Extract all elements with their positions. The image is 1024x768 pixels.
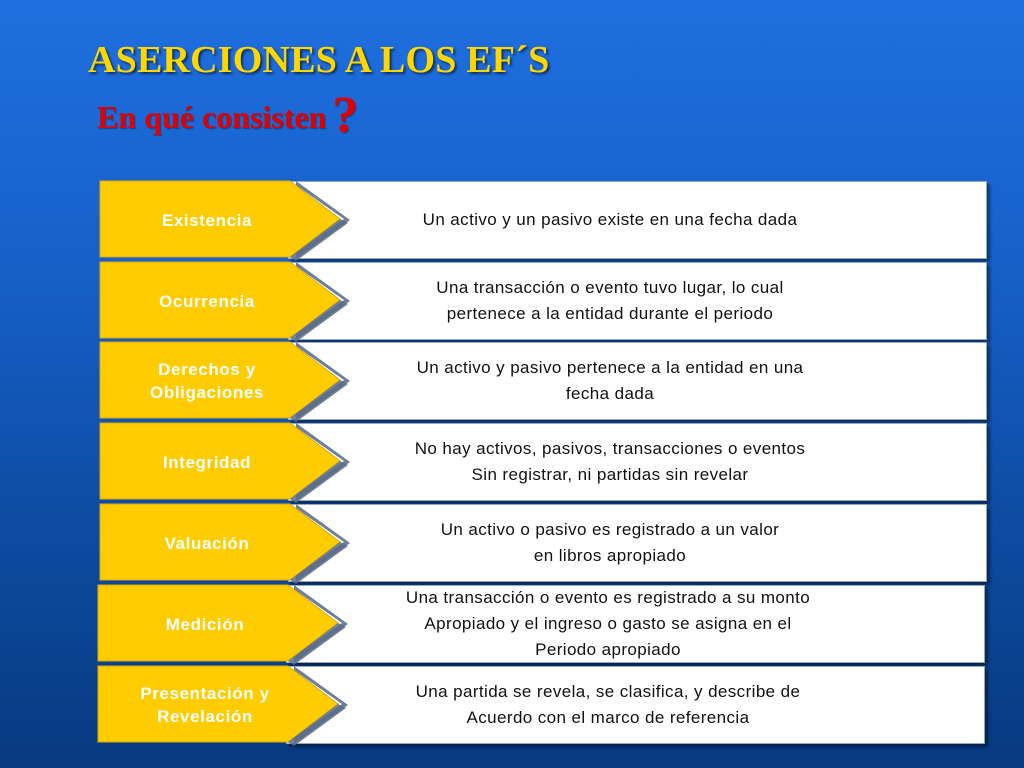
assertion-row-existencia	[100, 181, 987, 259]
assertion-description: Una partida se revela, se clasifica, y describe de Acuerdo con el marco de referencia	[415, 682, 801, 727]
assertion-row-derechos-y-obligaciones	[100, 342, 987, 420]
assertion-row-valuacion	[100, 504, 987, 582]
assertion-row-integridad	[100, 423, 987, 501]
assertion-label: Integridad	[162, 452, 252, 472]
subtitle-text: En qué consisten	[97, 99, 327, 135]
assertion-description: Una transacción o evento es registrado a su monto Apropiado y el ingreso o gasto se asigna en el Periodo apropiado	[405, 588, 811, 659]
assertion-description: Un activo y un pasivo existe en una fecha dada	[422, 210, 798, 229]
assertion-description: Una transacción o evento tuvo lugar, lo cual pertenece a la entidad durante el periodo	[436, 278, 784, 323]
assertion-label: Medición	[165, 614, 245, 634]
assertion-description: Un activo y pasivo pertenece a la entidad en una fecha dada	[416, 358, 804, 403]
assertion-description: No hay activos, pasivos, transacciones o eventos Sin registrar, ni partidas sin revelar	[414, 439, 806, 484]
assertion-row-medicion	[98, 585, 985, 663]
assertion-label: Ocurrencia	[159, 291, 255, 311]
assertion-label: Derechos y Obligaciones	[150, 360, 264, 402]
assertion-description: Un activo o pasivo es registrado a un valor en libros apropiado	[440, 520, 780, 565]
assertion-row-ocurrencia	[100, 262, 987, 340]
assertion-label: Valuación	[164, 533, 250, 553]
assertion-row-presentacion-y-revelacion	[98, 666, 985, 744]
assertion-label: Existencia	[161, 210, 253, 230]
slide-title: ASERCIONES A LOS EF´S	[88, 39, 550, 81]
assertion-label: Presentación y Revelación	[140, 684, 270, 726]
subtitle-question-mark: ?	[332, 87, 359, 144]
